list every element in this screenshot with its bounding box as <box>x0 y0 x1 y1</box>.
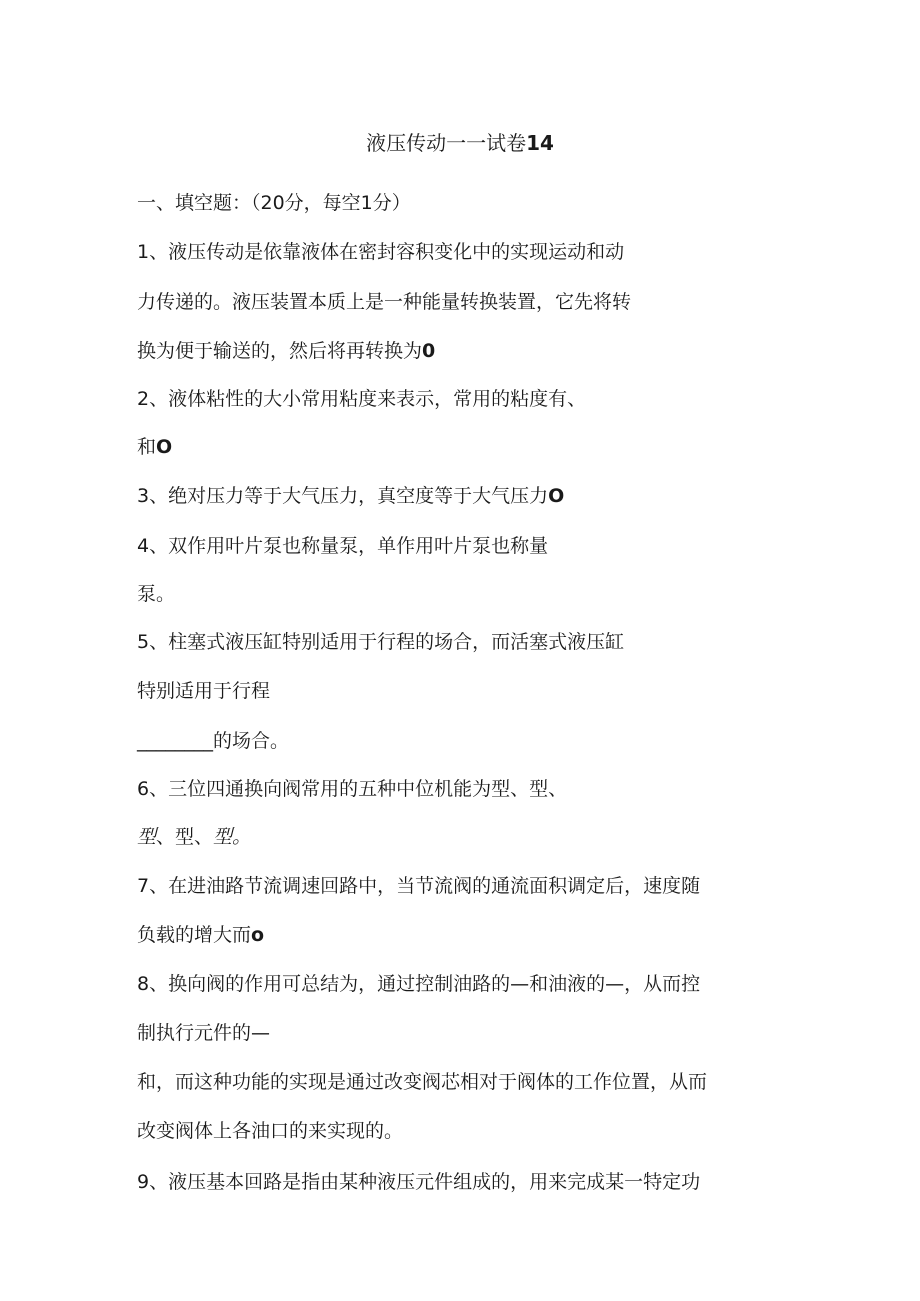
question-2-line-2 <box>137 432 172 462</box>
question-7-line-2-end: o <box>251 924 265 946</box>
question-3-line-1-text: 3、绝对压力等于大气压力，真空度等于大气压力 <box>137 485 549 507</box>
question-8-line-2: 制执行元件的— <box>137 1022 271 1044</box>
question-4-line-2: 泵。 <box>137 583 176 605</box>
question-6-line-2 <box>137 822 251 852</box>
title-text: 液压传动一一试卷 <box>366 131 527 155</box>
question-6-line-1: 6、三位四通换向阀常用的五种中位机能为型、型、 <box>137 778 568 800</box>
question-1-line-3-end: 0 <box>422 340 436 362</box>
question-6-line-2-a: 型 <box>137 826 157 848</box>
question-9-line-1: 9、液压基本回路是指由某种液压元件组成的，用来完成某一特定功 <box>137 1171 701 1193</box>
question-6-line-2-c: 型。 <box>213 826 252 848</box>
question-4-line-1: 4、双作用叶片泵也称量泵，单作用叶片泵也称量 <box>137 535 549 557</box>
question-2-line-2-end: O <box>156 436 173 458</box>
question-7-line-2 <box>137 920 264 950</box>
question-8-line-4: 改变阀体上各油口的来实现的。 <box>137 1120 404 1142</box>
question-2-line-1: 2、液体粘性的大小常用粘度来表示，常用的粘度有、 <box>137 388 587 410</box>
question-1-line-2: 力传递的。液压装置本质上是一种能量转换装置，它先将转 <box>137 291 632 313</box>
question-8-line-1: 8、换向阀的作用可总结为，通过控制油路的—和油液的—，从而控 <box>137 973 701 995</box>
section-heading: 一、填空题：（20分，每空1分） <box>137 192 411 214</box>
question-7-line-2-text: 负载的增大而 <box>137 924 252 946</box>
question-1-line-3-text: 换为便于输送的，然后将再转换为 <box>137 340 423 362</box>
question-2-line-2-text: 和 <box>137 436 157 458</box>
question-5-line-3: ________的场合。 <box>137 730 290 752</box>
question-5-line-2: 特别适用于行程 <box>137 680 271 702</box>
question-3-line-1-end: O <box>548 485 565 507</box>
question-1-line-1: 1、液压传动是依靠液体在密封容积变化中的实现运动和动 <box>137 241 625 263</box>
question-3-line-1 <box>137 481 564 511</box>
page-title <box>0 128 920 158</box>
title-number: 14 <box>526 131 554 155</box>
question-6-line-2-b: 、型、 <box>156 826 214 848</box>
question-5-line-1: 5、柱塞式液压缸特别适用于行程的场合，而活塞式液压缸 <box>137 631 625 653</box>
question-1-line-3 <box>137 336 435 366</box>
question-7-line-1: 7、在进油路节流调速回路中，当节流阀的通流面积调定后，速度随 <box>137 875 701 897</box>
question-8-line-3: 和，而这种功能的实现是通过改变阀芯相对于阀体的工作位置，从而 <box>137 1071 708 1093</box>
